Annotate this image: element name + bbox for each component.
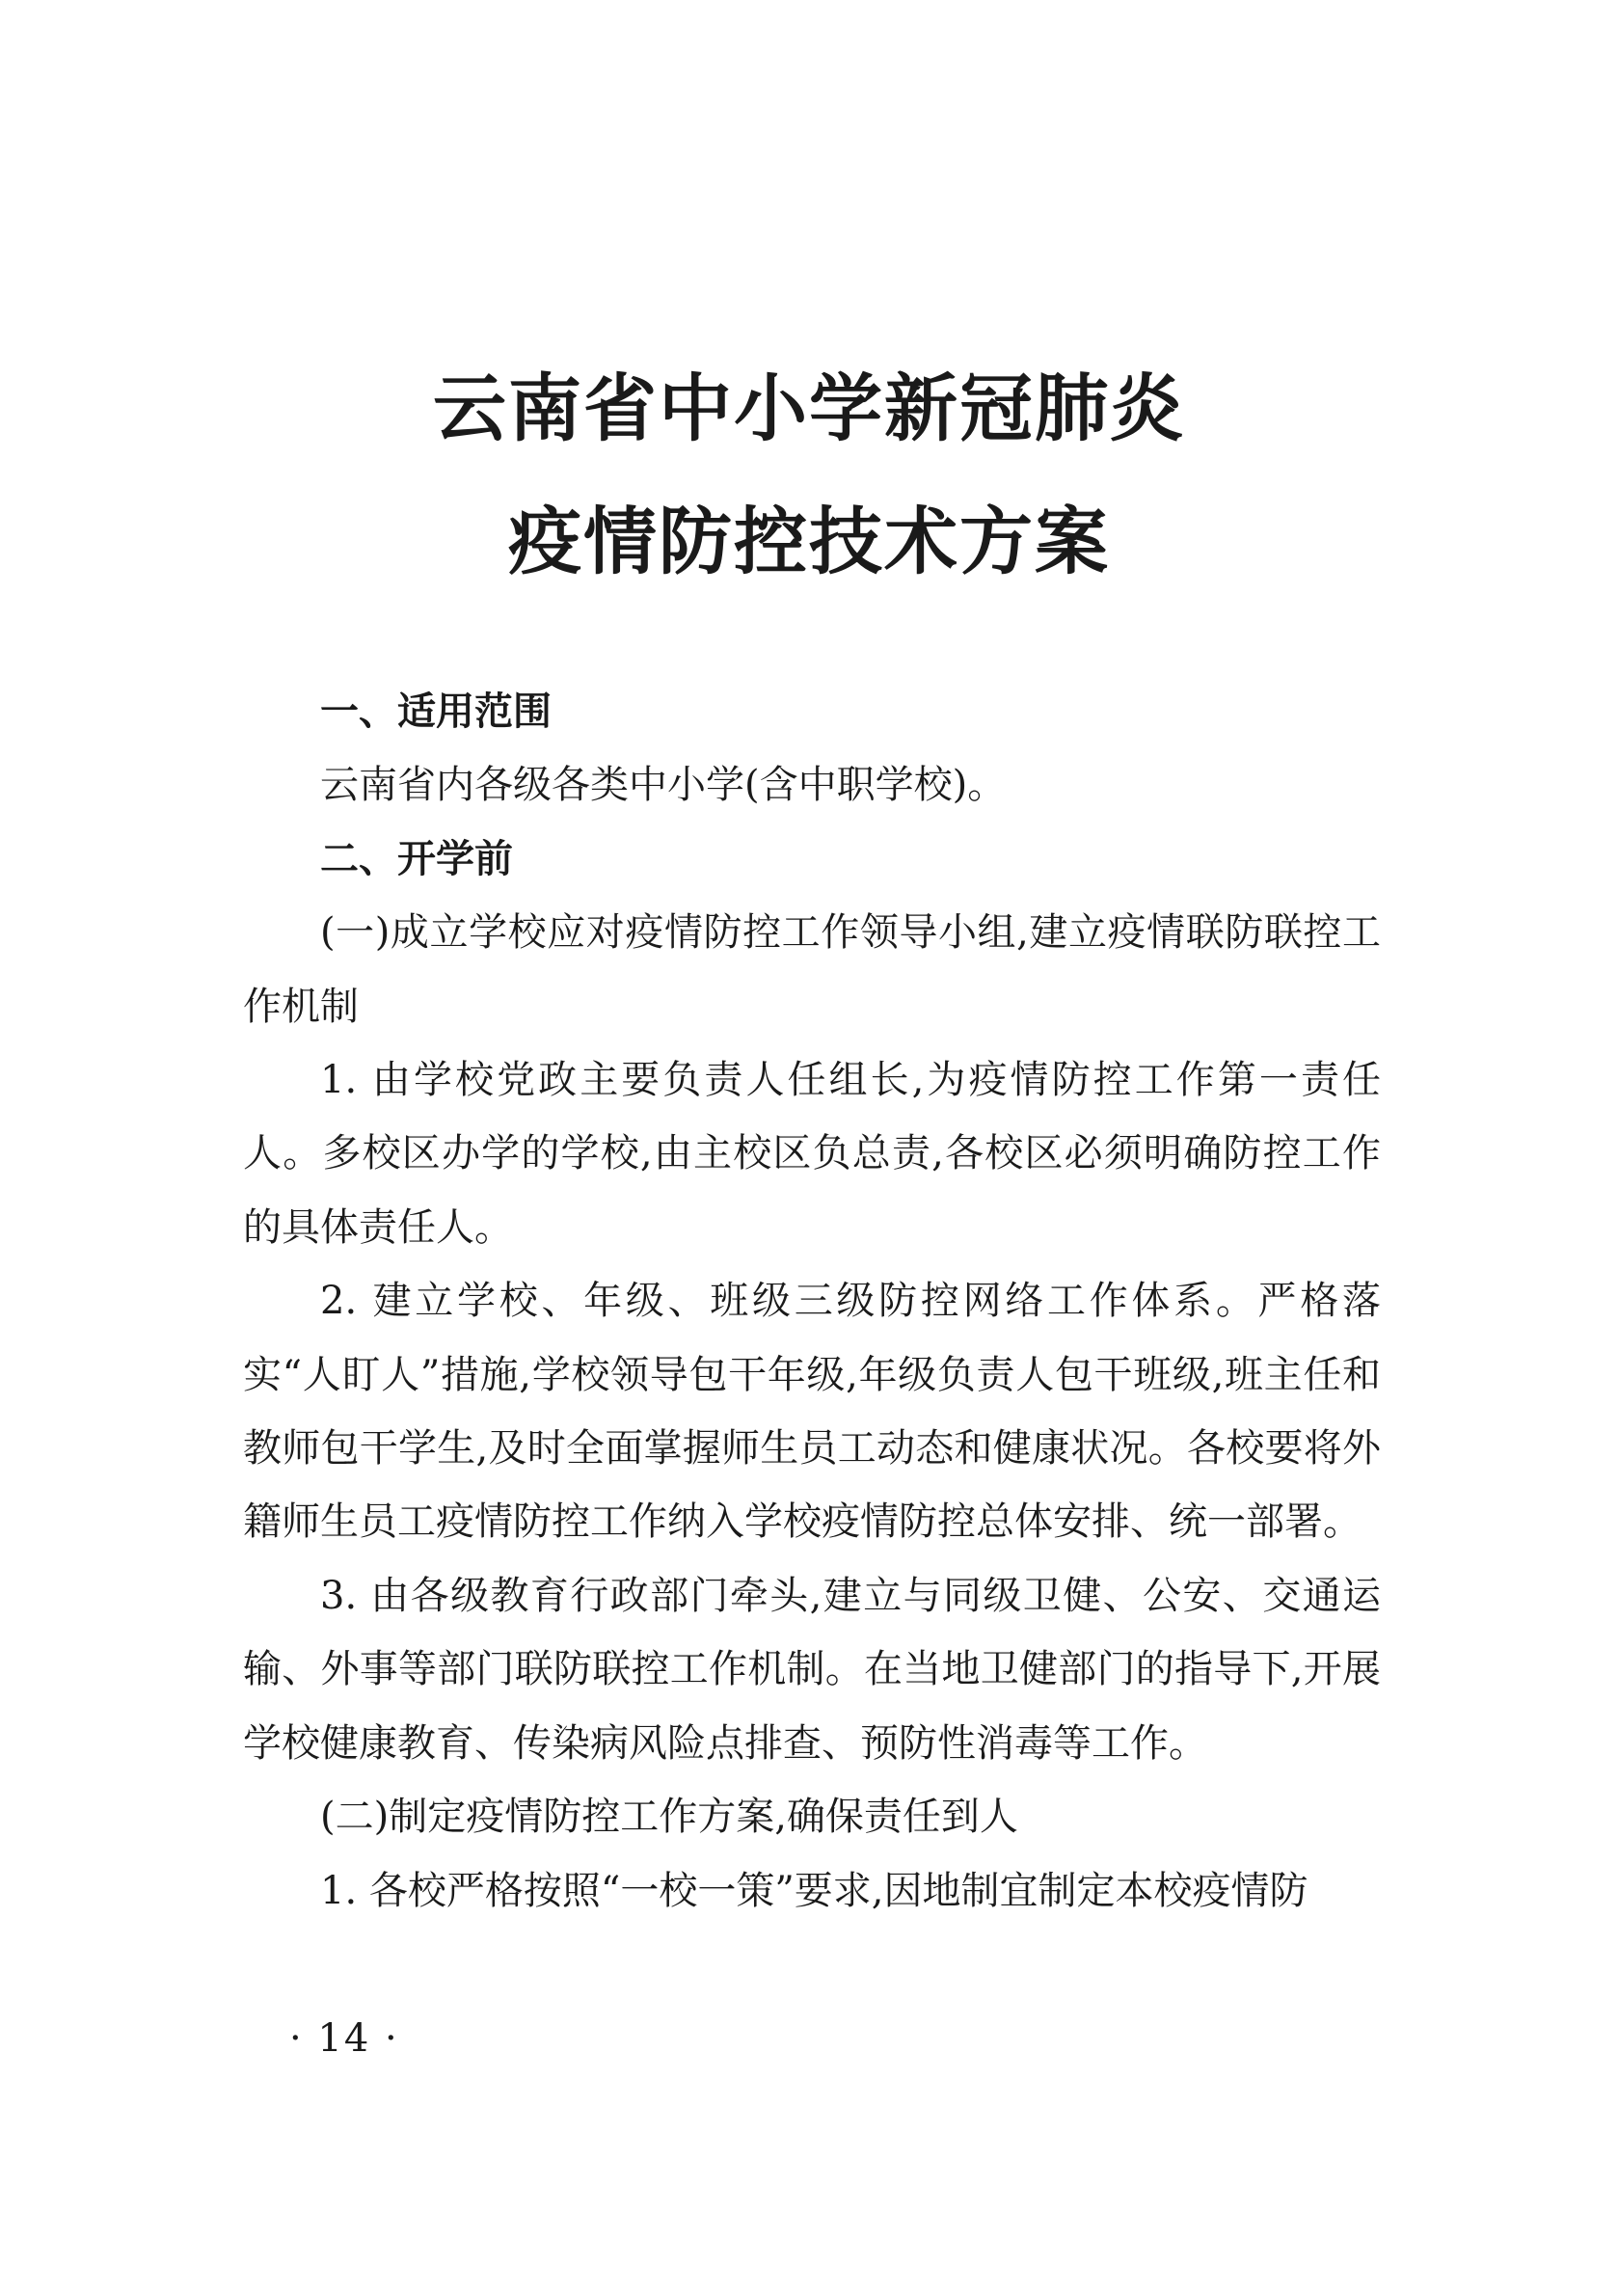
paragraph-item-3: 3. 由各级教育行政部门牵头,建立与同级卫健、公安、交通运输、外事等部门联防联控工作机制。在当地卫健部门的指导下,开展学校健康教育、传染病风险点排查、预防性消毒等工作。 (243, 1573, 1381, 1766)
page-number: · 14 · (289, 2016, 399, 2061)
paragraph-item-1: 1. 由学校党政主要负责人任组长,为疫情防控工作第一责任人。多校区办学的学校,由主校区负总责,各校区必须明确防控工作的具体责任人。 (243, 1058, 1381, 1250)
paragraph-item-4: 1. 各校严格按照“一校一策”要求,因地制宜制定本校疫情防 (320, 1868, 1308, 1913)
document-body (243, 675, 1381, 1928)
section-1-heading: 一、适用范围 (320, 689, 552, 734)
document-title-line-1: 云南省中小学新冠肺炎 (433, 365, 1185, 451)
document-title-line-2: 疫情防控技术方案 (508, 499, 1110, 584)
section-2-heading: 二、开学前 (320, 836, 513, 881)
section-1-text: 云南省内各级各类中小学(含中职学校)。 (320, 763, 1007, 808)
paragraph-item-2: 2. 建立学校、年级、班级三级防控网络工作体系。严格落实“人盯人”措施,学校领导包干年级,年级负责人包干班级,班主任和教师包干学生,及时全面掌握师生员工动态和健康状况。各校要将外籍师生员工疫情防控工作纳入学校疫情防控总体安排、统一部署。 (243, 1279, 1381, 1545)
subsection-1-heading: (一)成立学校应对疫情防控工作领导小组,建立疫情联防联控工作机制 (243, 910, 1381, 1029)
subsection-2-heading: (二)制定疫情防控工作方案,确保责任到人 (320, 1795, 1018, 1840)
